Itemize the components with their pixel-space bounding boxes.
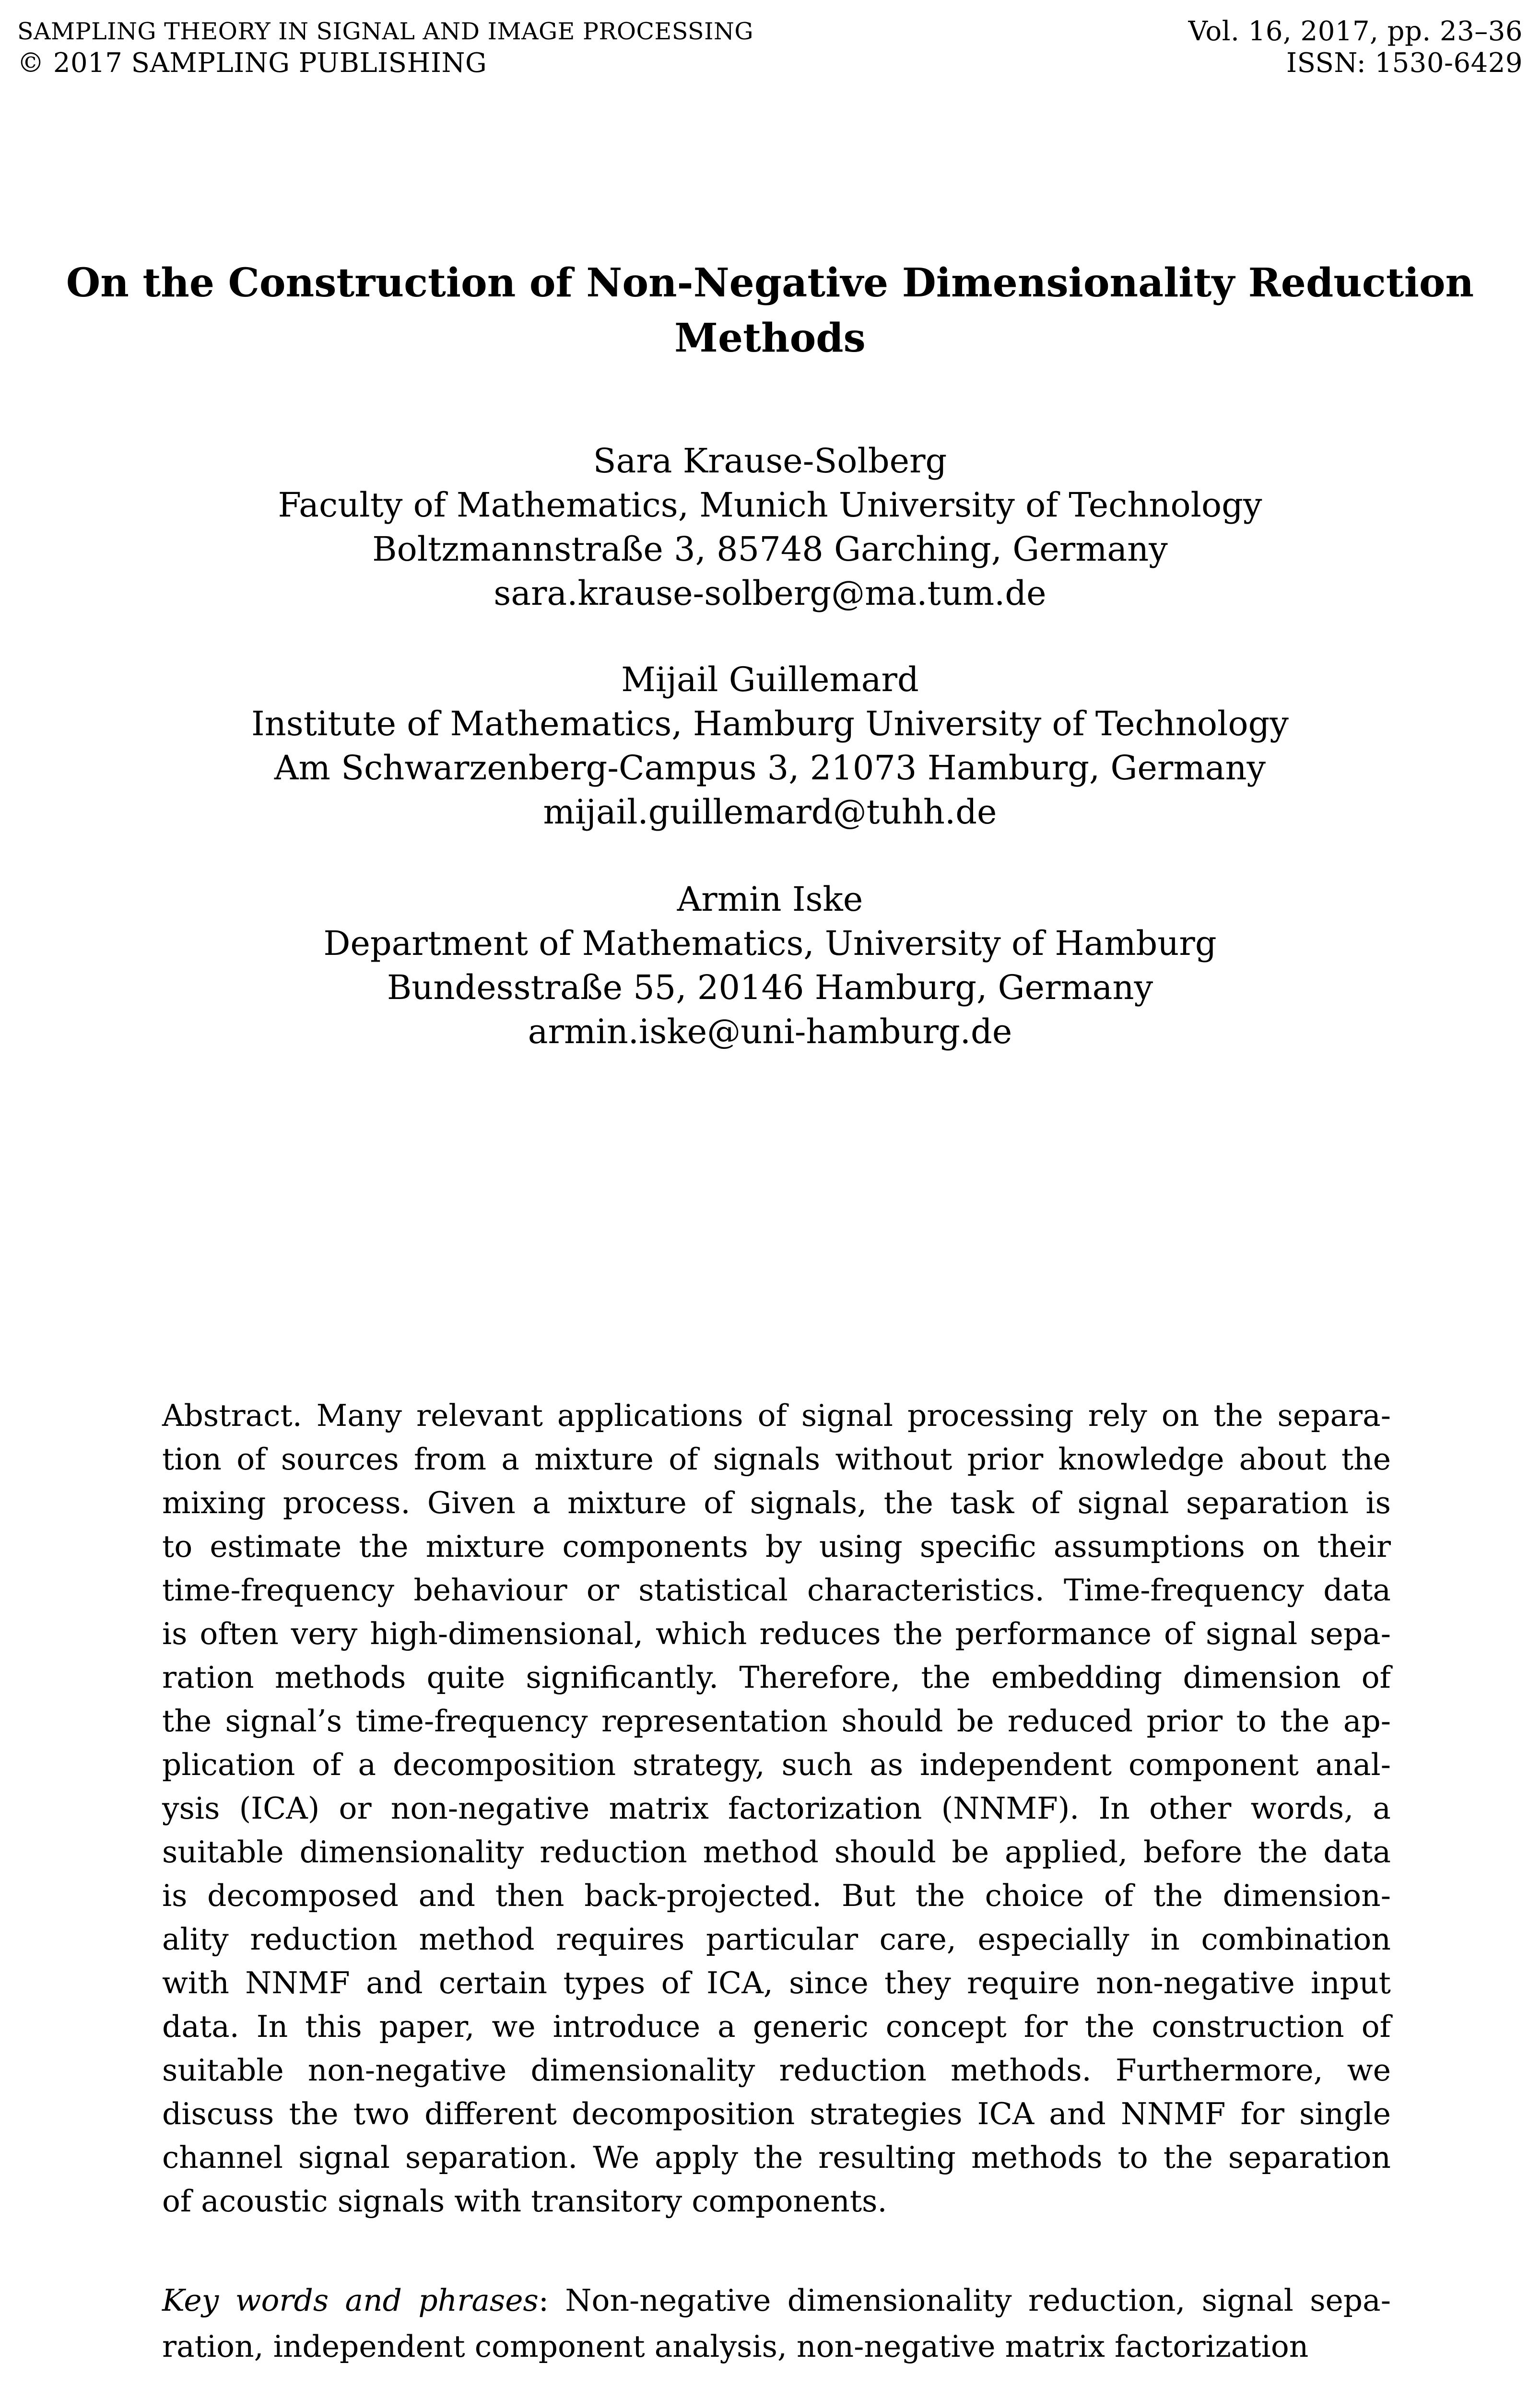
abstract-line: to estimate the mixture components by using specific assumptions on their <box>162 1529 1391 1564</box>
abstract-line: time-frequency behaviour or statistical characteristics. Time-frequency data <box>162 1573 1391 1608</box>
author-name: Mijail Guillemard <box>621 660 919 699</box>
abstract-line: suitable dimensionality reduction method should be applied, before the data <box>162 1834 1391 1869</box>
author-affiliation: Institute of Mathematics, Hamburg University of Technology <box>251 704 1289 743</box>
issn: ISSN: 1530-6429 <box>1286 47 1523 79</box>
author-affiliation: Department of Mathematics, University of Hamburg <box>323 924 1217 963</box>
author-address: Am Schwarzenberg-Campus 3, 21073 Hamburg, Germany <box>274 748 1266 788</box>
keywords-line-2: ration, independent component analysis, non-negative matrix factorization <box>162 2329 1309 2364</box>
author-address: Bundesstraße 55, 20146 Hamburg, Germany <box>387 968 1153 1007</box>
author-affiliation: Faculty of Mathematics, Munich University of Technology <box>278 485 1262 525</box>
copyright-icon: © <box>17 47 45 79</box>
author-email[interactable]: armin.iske@uni-hamburg.de <box>528 1012 1012 1051</box>
abstract-line: is often very high-dimensional, which reduces the performance of signal sepa- <box>162 1616 1391 1651</box>
abstract-line: suitable non-negative dimensionality reduction methods. Furthermore, we <box>162 2053 1391 2088</box>
volume-info: Vol. 16, 2017, pp. 23–36 <box>1188 16 1523 47</box>
abstract-line: is decomposed and then back-projected. But the choice of the dimension- <box>162 1878 1391 1913</box>
abstract-line: the signal’s time-frequency representation should be reduced prior to the ap- <box>162 1704 1391 1739</box>
copyright-text: 2017 SAMPLING PUBLISHING <box>53 47 487 79</box>
author-email[interactable]: sara.krause-solberg@ma.tum.de <box>494 574 1046 613</box>
journal-name: SAMPLING THEORY IN SIGNAL AND IMAGE PROCESSING <box>17 18 753 45</box>
abstract-line: discuss the two different decomposition strategies ICA and NNMF for single <box>162 2096 1391 2131</box>
abstract-line: ration methods quite significantly. Therefore, the embedding dimension of <box>162 1660 1391 1695</box>
abstract-line: tion of sources from a mixture of signals without prior knowledge about the <box>162 1442 1391 1477</box>
abstract-line: data. In this paper, we introduce a generic concept for the construction of <box>162 2009 1391 2044</box>
abstract-line: with NNMF and certain types of ICA, since they require non-negative input <box>162 1965 1391 2000</box>
author-name: Sara Krause-Solberg <box>593 441 947 481</box>
author-address: Boltzmannstraße 3, 85748 Garching, Germany <box>372 529 1168 569</box>
abstract-line: mixing process. Given a mixture of signals, the task of signal separation is <box>162 1485 1391 1520</box>
keywords-label: Key words and phrases <box>162 2283 539 2318</box>
abstract-line: ysis (ICA) or non-negative matrix factorization (NNMF). In other words, a <box>162 1791 1391 1826</box>
keywords-text: : Non-negative dimensionality reduction, signal sepa- <box>538 2283 1391 2318</box>
keywords-line-1 <box>162 2281 1391 2320</box>
abstract-line: of acoustic signals with transitory components. <box>162 2184 887 2219</box>
author-name: Armin Iske <box>677 880 863 919</box>
author-email[interactable]: mijail.guillemard@tuhh.de <box>543 792 997 832</box>
abstract-line: plication of a decomposition strategy, such as independent component anal- <box>162 1747 1391 1782</box>
title-line-2: Methods <box>674 315 866 361</box>
abstract-line: Abstract. Many relevant applications of signal processing rely on the separa- <box>162 1398 1391 1433</box>
abstract-line: channel signal separation. We apply the resulting methods to the separation <box>162 2140 1391 2175</box>
abstract-line: ality reduction method requires particular care, especially in combination <box>162 1922 1391 1957</box>
title-line-1: On the Construction of Non-Negative Dimensionality Reduction <box>66 260 1474 306</box>
copyright-line <box>17 48 487 79</box>
